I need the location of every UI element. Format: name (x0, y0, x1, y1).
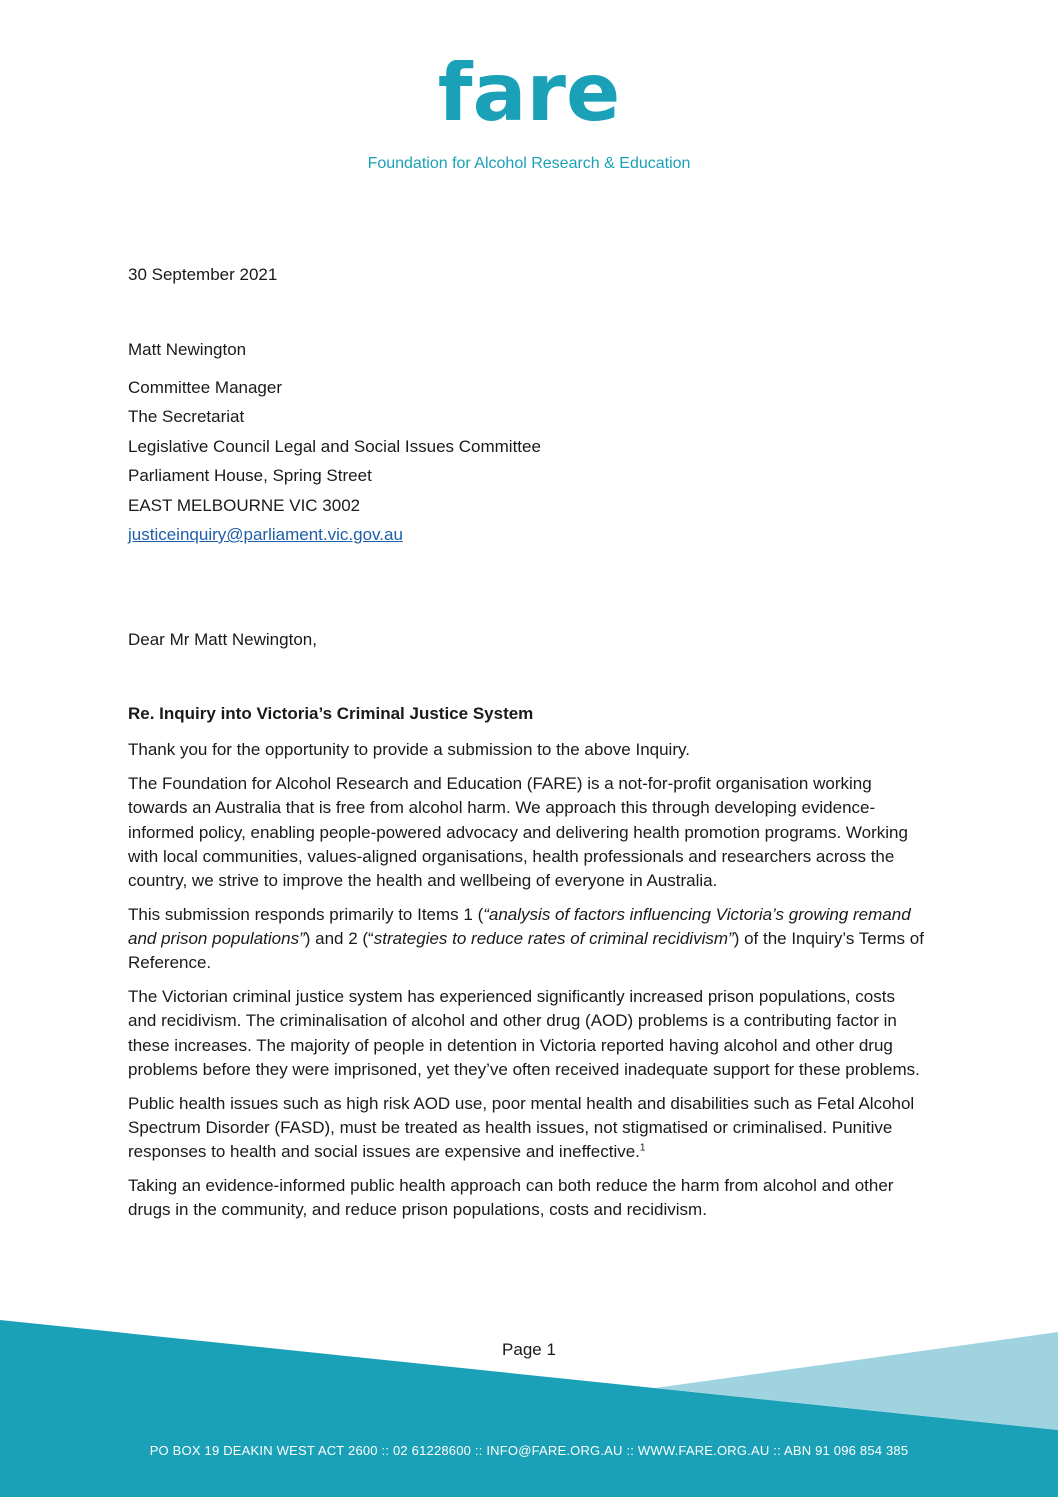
recipient-street: Parliament House, Spring Street (128, 466, 372, 485)
fare-logo-mark (359, 60, 699, 180)
footer-contact-line: PO BOX 19 DEAKIN WEST ACT 2600 :: 02 61228600 :: INFO@FARE.ORG.AU :: WWW.FARE.ORG.AU :: ABN 91 096 854 385 (149, 1443, 909, 1458)
paragraph-5 (128, 1092, 928, 1164)
paragraph-1: Thank you for the opportunity to provide a submission to the above Inquiry. (128, 740, 690, 760)
recipient-committee: Legislative Council Legal and Social Issues Committee (128, 436, 541, 456)
recipient-address (128, 335, 928, 550)
paragraph-3-part-e: ) of the Inquiry’s Terms of Reference. (128, 929, 924, 973)
paragraph-4: The Victorian criminal justice system has experienced significantly increased prison populations, costs and recidivism. The criminalisation of alcohol and other drug (AOD) problems is a contributing factor in these increases. The majority of people in detention in Victoria reported having alcohol and other drug problems before they were imprisoned, yet they’ve often received inadequate support for these problems. (128, 987, 920, 1079)
letter-date: 30 September 2021 (128, 265, 278, 284)
subject-heading: Re. Inquiry into Victoria’s Criminal Justice System (128, 704, 534, 723)
logo-wordmark: fare (437, 60, 621, 139)
paragraph-2: The Foundation for Alcohol Research and Education (FARE) is a not-for-profit organisation working towards an Australia that is free from alcohol harm. We approach this through developing evidence-informed policy, enabling people-powered advocacy and delivering health promotion programs. Working with local communities, values-aligned organisations, health professionals and researchers across the country, we strive to improve the health and wellbeing of everyone in Australia. (128, 774, 908, 890)
recipient-department: The Secretariat (128, 407, 245, 426)
fare-logo (0, 60, 1058, 190)
paragraph-6: Taking an evidence-informed public health approach can both reduce the harm from alcohol and other drugs in the community, and reduce prison populations, costs and recidivism. (128, 1176, 894, 1220)
paragraph-5-text: Public health issues such as high risk AOD use, poor mental health and disabilities such as Fetal Alcohol Spectrum Disorder (FASD), must be treated as health issues, not stigmatised or criminalised. Punitive responses to health and social issues are expensive and ineffective. (128, 1093, 915, 1161)
recipient-title: Committee Manager (128, 377, 283, 397)
page-number: Page 1 (502, 1340, 556, 1359)
recipient-name: Matt Newington (128, 340, 247, 359)
paragraph-3 (128, 903, 928, 975)
paragraph-3-item1-quote: “analysis of factors influencing Victoria’s growing remand and prison populations” (128, 904, 911, 948)
paragraph-3-part-c: ) and 2 (“ (304, 929, 374, 948)
paragraph-3-part-a: This submission responds primarily to Items 1 ( (128, 904, 484, 924)
footnote-ref[interactable]: 1 (639, 1142, 646, 1154)
recipient-city: EAST MELBOURNE VIC 3002 (128, 495, 361, 515)
salutation: Dear Mr Matt Newington, (128, 630, 317, 649)
recipient-email-link[interactable]: justiceinquiry@parliament.vic.gov.au (128, 525, 403, 544)
paragraph-3-item2-quote: strategies to reduce rates of criminal recidivism” (373, 929, 734, 948)
logo-tagline: Foundation for Alcohol Research & Education (367, 155, 691, 172)
letter-body (128, 702, 928, 1232)
